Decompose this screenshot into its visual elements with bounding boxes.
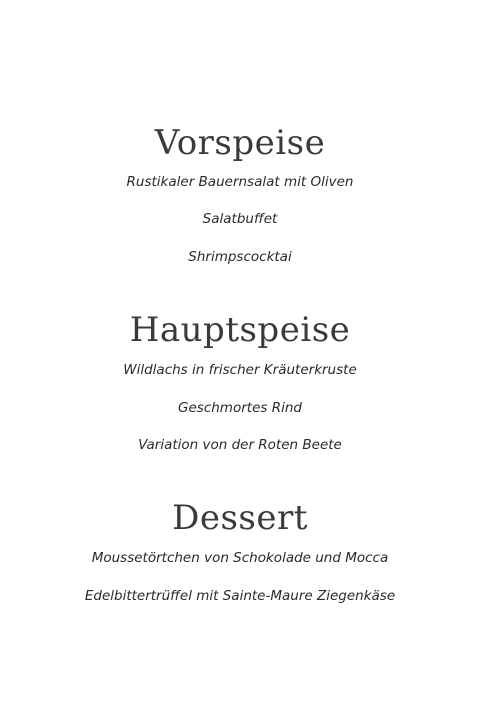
menu-item: Shrimpscocktai — [188, 249, 292, 265]
section-title-hauptspeise: Hauptspeise — [129, 310, 351, 350]
menu-item: Wildlachs in frischer Kräuterkruste — [123, 362, 357, 378]
section-title-vorspeise: Vorspeise — [154, 123, 326, 163]
menu-item: Moussetörtchen von Schokolade und Mocca — [91, 550, 389, 566]
menu-item: Edelbittertrüffel mit Sainte-Maure Ziegenkäse — [84, 588, 396, 604]
section-title-dessert: Dessert — [172, 498, 308, 538]
menu-item: Geschmortes Rind — [178, 400, 302, 416]
menu-item: Rustikaler Bauernsalat mit Oliven — [126, 174, 354, 190]
menu-item: Variation von der Roten Beete — [138, 437, 342, 453]
menu-item: Salatbuffet — [202, 211, 278, 227]
